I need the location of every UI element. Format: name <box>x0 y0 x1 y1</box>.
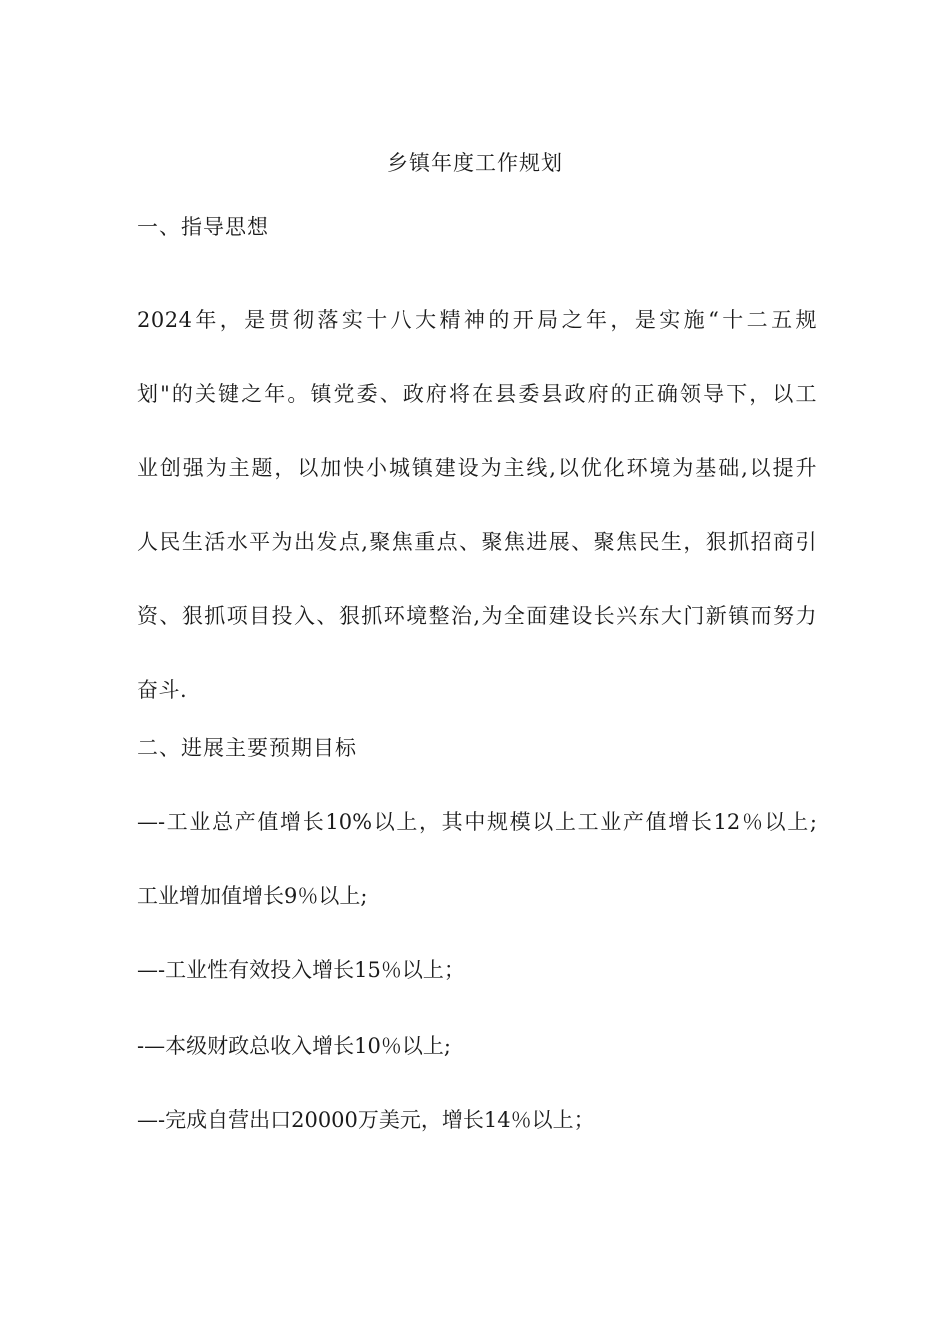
paragraph-line: 奋斗. <box>137 678 188 702</box>
guiding-ideology-paragraph <box>137 283 817 727</box>
paragraph-line: 资、狠抓项目投入、狠抓环境整治,为全面建设长兴东大门新镇而努力 <box>137 604 817 628</box>
paragraph-line: 人民生活水平为出发点,聚焦重点、聚焦进展、聚焦民生，狠抓招商引 <box>137 530 817 554</box>
target-item: -—本级财政总收入增长10％以上; <box>137 1034 451 1058</box>
document-title: 乡镇年度工作规划 <box>387 151 563 175</box>
paragraph-line: 业创强为主题，以加快小城镇建设为主线,以优化环境为基础,以提升 <box>137 456 817 480</box>
target-item: 工业增加值增长9％以上; <box>137 884 368 908</box>
paragraph-line: 划"的关键之年。镇党委、政府将在县委县政府的正确领导下，以工 <box>137 382 817 406</box>
target-item: —-完成自营出口20000万美元，增长14％以上； <box>137 1108 595 1132</box>
target-item: —-工业性有效投入增长15％以上； <box>137 958 465 982</box>
target-item: —-工业总产值增长10%以上，其中规模以上工业产值增长12％以上; <box>137 810 817 834</box>
paragraph-line: 2024年，是贯彻落实十八大精神的开局之年，是实施“十二五规 <box>137 308 817 332</box>
section-heading-targets: 二、进展主要预期目标 <box>137 736 357 760</box>
section-heading-guiding-ideology: 一、指导思想 <box>137 215 269 239</box>
